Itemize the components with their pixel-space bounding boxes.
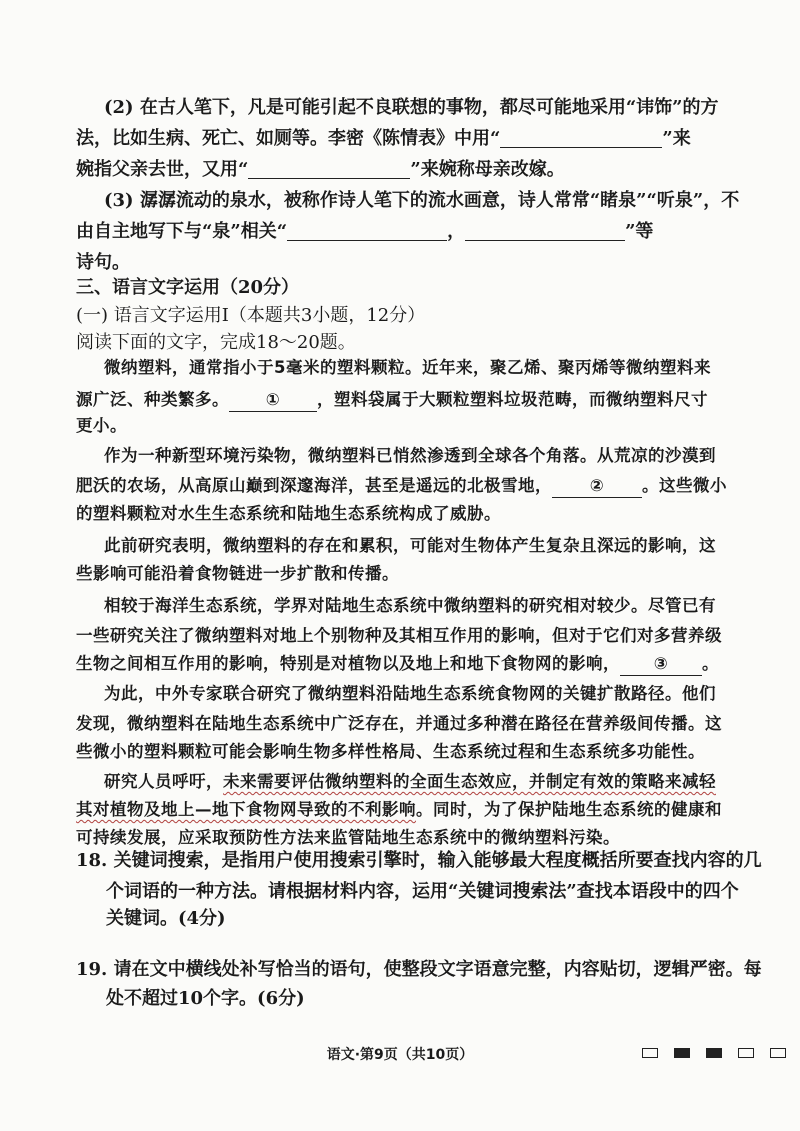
scan-mark-empty <box>738 1048 754 1058</box>
q2-line-2 <box>76 123 691 154</box>
scan-marks <box>642 1048 786 1058</box>
q3-line-3: 诗句。 <box>76 252 130 273</box>
passage-p6-line-2-end: 。同时，为了保护陆地生态系统的健康和 <box>416 800 722 819</box>
page-footer: 语文·第9页（共10页） <box>326 1047 474 1063</box>
q2-line-1: (2) 在古人笔下，凡是可能引起不良联想的事物，都尽可能地采用“讳饰”的方 <box>104 97 719 118</box>
q2-line-2-text: 法，比如生病、死亡、如厕等。李密《陈情表》中用“ <box>76 128 501 149</box>
passage-p3-line-2: 些影响可能沿着食物链进一步扩散和传播。 <box>76 564 399 583</box>
passage-p1-line-2 <box>76 384 708 416</box>
passage-p6-line-3: 可持续发展，应采取预防性方法来监管陆地生态系统中的微纳塑料污染。 <box>76 828 620 847</box>
q18-line-3: 关键词。(4分) <box>106 908 226 929</box>
q3-line-2-text: 由自主地写下与“泉”相关“ <box>76 221 288 242</box>
q2-line-3 <box>76 154 565 185</box>
section-title: 三、语言文字运用（20分） <box>76 277 300 298</box>
section-subtitle: (一) 语言文字运用Ⅰ（本题共3小题，12分） <box>76 305 426 326</box>
q18-line-1: 18. 关键词搜索，是指用户使用搜索引擎时，输入能够最大程度概括所要查找内容的几 <box>76 850 762 871</box>
answer-blank[interactable] <box>465 220 625 241</box>
q3-line-1: (3) 潺潺流动的泉水，被称作诗人笔下的流水画意，诗人常常“睹泉”“听泉”，不 <box>104 190 740 211</box>
passage-p2-line-1: 作为一种新型环境污染物，微纳塑料已悄然渗透到全球各个角落。从荒凉的沙漠到 <box>104 446 716 465</box>
passage-p1-line-2-end: ，塑料袋属于大颗粒塑料垃圾范畴，而微纳塑料尺寸 <box>317 390 708 409</box>
wavy-underlined-sentence: 未来需要评估微纳塑料的全面生态效应，并制定有效的策略来减轻 <box>223 772 716 791</box>
passage-p6-line-1-text: 研究人员呼吁， <box>104 772 223 791</box>
q3-line-2 <box>76 216 653 247</box>
scan-mark-empty <box>642 1048 658 1058</box>
q19-line-2: 处不超过10个字。(6分) <box>106 988 305 1009</box>
passage-p3-line-1: 此前研究表明，微纳塑料的存在和累积，可能对生物体产生复杂且深远的影响，这 <box>104 536 716 555</box>
passage-p1-line-2-text: 源广泛、种类繁多。 <box>76 390 229 409</box>
q18-line-2: 个词语的一种方法。请根据材料内容，运用“关键词搜索法”查找本语段中的四个 <box>106 881 739 902</box>
answer-blank[interactable] <box>500 127 662 148</box>
q19-line-1: 19. 请在文中横线处补写恰当的语句，使整段文字语意完整，内容贴切，逻辑严密。每 <box>76 959 762 980</box>
q2-line-3-end: ”来婉称母亲改嫁。 <box>410 159 565 180</box>
blank-1[interactable]: ① <box>229 389 317 412</box>
passage-p4-line-3 <box>76 648 719 680</box>
q3-line-2-comma: ， <box>447 221 466 242</box>
passage-p4-line-3-end: 。 <box>702 654 719 673</box>
passage-p1-line-3: 更小。 <box>76 416 127 435</box>
scan-mark-filled <box>706 1048 722 1058</box>
blank-2[interactable]: ② <box>552 475 642 498</box>
passage-p2-line-3: 的塑料颗粒对水生生态系统和陆地生态系统构成了威胁。 <box>76 504 501 523</box>
passage-p1-line-1: 微纳塑料，通常指小于5毫米的塑料颗粒。近年来，聚乙烯、聚丙烯等微纳塑料来 <box>104 358 711 377</box>
passage-p4-line-3-text: 生物之间相互作用的影响，特别是对植物以及地上和地下食物网的影响， <box>76 654 620 673</box>
answer-blank[interactable] <box>248 158 410 179</box>
wavy-underlined-sentence-end: 其对植物及地上—地下食物网导致的不利影响 <box>76 800 416 819</box>
passage-p2-line-2-end: 。这些微小 <box>642 476 727 495</box>
passage-p5-line-1: 为此，中外专家联合研究了微纳塑料沿陆地生态系统食物网的关键扩散路径。他们 <box>104 684 716 703</box>
passage-p5-line-2: 发现，微纳塑料在陆地生态系统中广泛存在，并通过多种潜在路径在营养级间传播。这 <box>76 714 722 733</box>
scan-mark-empty <box>770 1048 786 1058</box>
passage-p4-line-2: 一些研究关注了微纳塑料对地上个别物种及其相互作用的影响，但对于它们对多营养级 <box>76 626 722 645</box>
q2-line-3-text: 婉指父亲去世，又用“ <box>76 159 249 180</box>
answer-blank[interactable] <box>287 220 447 241</box>
passage-p5-line-3: 些微小的塑料颗粒可能会影响生物多样性格局、生态系统过程和生态系统多功能性。 <box>76 742 705 761</box>
passage-p4-line-1: 相较于海洋生态系统，学界对陆地生态系统中微纳塑料的研究相对较少。尽管已有 <box>104 596 716 615</box>
scan-mark-filled <box>674 1048 690 1058</box>
q3-line-2-end: ”等 <box>625 221 654 242</box>
section-instruction: 阅读下面的文字，完成18～20题。 <box>76 332 356 353</box>
passage-p2-line-2-text: 肥沃的农场，从高原山巅到深邃海洋，甚至是遥远的北极雪地， <box>76 476 552 495</box>
q2-line-2-end: ”来 <box>662 128 691 149</box>
blank-3[interactable]: ③ <box>620 653 702 676</box>
